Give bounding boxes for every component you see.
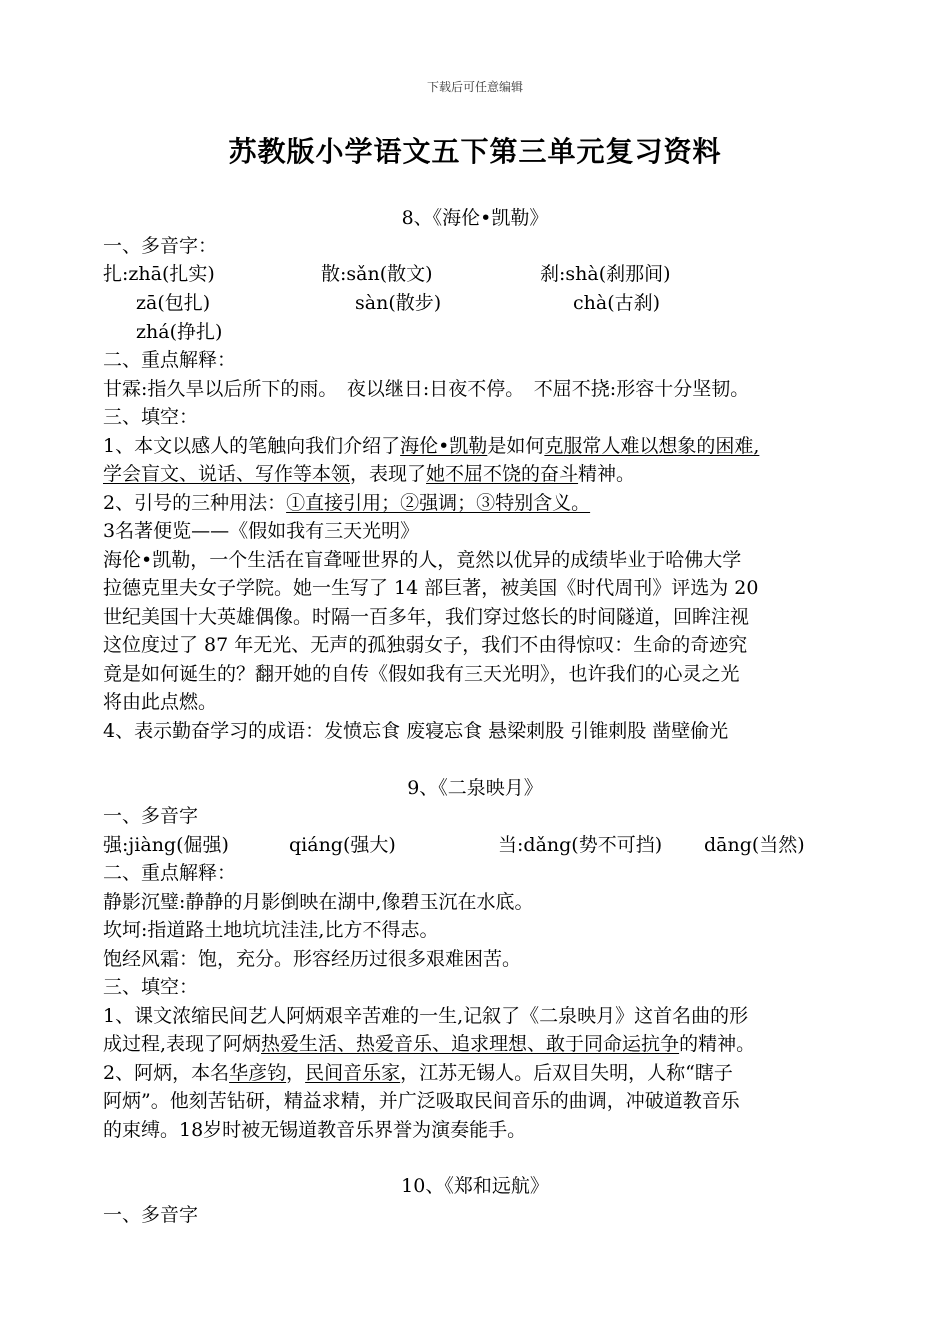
lesson-8-paragraph-line: 竟是如何诞生的？翻开她的自传《假如我有三天光明》，也许我们的心灵之光 bbox=[103, 663, 740, 685]
lesson-8-paragraph-line: 这位度过了 87 年无光、无声的孤独弱女子，我们不由得惊叹：生命的奇迹究 bbox=[103, 634, 748, 656]
lesson-9-section-2: 二、重点解释： bbox=[103, 862, 237, 884]
page-header: 下载后可任意编辑 bbox=[426, 80, 523, 94]
lesson-9-heading: 9、《二泉映月》 bbox=[407, 777, 543, 799]
lesson-9-fill-2-line-1: 2、阿炳，本名华彦钧，民间音乐家，江苏无锡人。后双目失明，人称“瞎子 bbox=[103, 1062, 733, 1084]
lesson-9-fill-1-line-2: 成过程,表现了阿炳热爱生活、热爱音乐、追求理想、敢于同命运抗争的精神。 bbox=[103, 1033, 756, 1055]
lesson-8-paragraph-line: 世纪美国十大英雄偶像。时隔一百多年，我们穿过悠长的时间隧道，回眸注视 bbox=[103, 606, 750, 628]
lesson-8-section-3: 三、填空： bbox=[103, 406, 199, 428]
lesson-9-fill-2-line-3: 的束缚。18岁时被无锡道教音乐界誉为演奏能手。 bbox=[103, 1119, 527, 1141]
lesson-8-fill-4: 4、表示勤奋学习的成语：发愤忘食 废寝忘食 悬梁刺股 引锥刺股 凿壁偷光 bbox=[103, 720, 729, 742]
lesson-9-explanation-3: 饱经风霜：饱，充分。形容经历过很多艰难困苦。 bbox=[103, 948, 522, 970]
lesson-8-fill-3: 3名著便览——《假如我有三天光明》 bbox=[103, 520, 420, 542]
lesson-9-section-1: 一、多音字 bbox=[103, 805, 199, 827]
lesson-10-section-1: 一、多音字 bbox=[103, 1204, 199, 1226]
lesson-9-fill-1-line-1: 1、课文浓缩民间艺人阿炳艰辛苦难的一生,记叙了《二泉映月》这首名曲的形 bbox=[103, 1005, 749, 1027]
document-page: 下载后可任意编辑 苏教版小学语文五下第三单元复习资料 8、《海伦•凯勒》 一、多音字： 扎:zhā(扎实) 散:sǎn(散文) 刹:shà(刹那间) zā(包扎) sàn(散步) chà(古刹) zhá(挣扎) 二、重点解释： 甘霖:指久旱以后所下的雨。 夜以继日:日夜不停。 不屈不挠:形容十分坚韧。 三、填空： 1、本文以感人的笔触向我们介绍了海伦•凯勒是如何克服常人难以想象的困难, 学会盲文、说话、写作等本领，表现了她不屈不饶的奋斗精神。 2、引号的三种用法：①直接引用；②强调；③特别含义。 3名著便览——《假如我有三天光明》 海伦•凯勒，一个生活在盲聋哑世界的人，竟然以优异的成绩毕业于哈佛大学 拉德克里夫女子学院。她一生写了 14 部巨著，被美国《时代周刊》评选为 20 世纪美国十大英雄偶像。时隔一百多年，我们穿过悠长的时间隧道，回眸注视 这位度过了 87 年无光、无声的孤独弱女子，我们不由得惊叹：生命的奇迹究 竟是如何诞生的？翻开她的自传《假如我有三天光明》，也许我们的心灵之光 将由此点燃。 4、表示勤奋学习的成语：发愤忘食 废寝忘食 悬梁刺股 引锥刺股 凿壁偷光 9、《二泉映月》 一、多音字 强:jiàng(倔强) qiáng(强大) 当:dǎng(势不可挡) dāng(当然) 二、重点解释： 静影沉璧:静静的月影倒映在湖中,像碧玉沉在水底。 坎坷:指道路土地坑坑洼洼,比方不得志。 饱经风霜：饱，充分。形容经历过很多艰难困苦。 三、填空： 1、课文浓缩民间艺人阿炳艰辛苦难的一生,记叙了《二泉映月》这首名曲的形 成过程,表现了阿炳热爱生活、热爱音乐、追求理想、敢于同命运抗争的精神。 2、阿炳，本名华彦钧，民间音乐家，江苏无锡人。后双目失明，人称“瞎子 阿炳”。他刻苦钻研，精益求精，并广泛吸取民间音乐的曲调，冲破道教音乐 的束缚。18岁时被无锡道教音乐界誉为演奏能手。 10、《郑和远航》 一、多音字 bbox=[0, 0, 950, 1342]
lesson-8-explanations: 甘霖:指久旱以后所下的雨。 夜以继日:日夜不停。 不屈不挠:形容十分坚韧。 bbox=[103, 378, 750, 400]
lesson-8-paragraph-line: 将由此点燃。 bbox=[103, 691, 218, 713]
lesson-8-fill-1-line-1: 1、本文以感人的笔触向我们介绍了海伦•凯勒是如何克服常人难以想象的困难, bbox=[103, 435, 760, 457]
lesson-9-explanation-1: 静影沉璧:静静的月影倒映在湖中,像碧玉沉在水底。 bbox=[103, 891, 534, 913]
lesson-8-heading: 8、《海伦•凯勒》 bbox=[401, 207, 549, 229]
page-title: 苏教版小学语文五下第三单元复习资料 bbox=[228, 135, 722, 168]
lesson-8-paragraph-line: 海伦•凯勒，一个生活在盲聋哑世界的人，竟然以优异的成绩毕业于哈佛大学 bbox=[103, 549, 742, 571]
lesson-8-fill-1-line-2: 学会盲文、说话、写作等本领，表现了她不屈不饶的奋斗精神。 bbox=[103, 463, 636, 485]
lesson-8-section-2: 二、重点解释： bbox=[103, 349, 237, 371]
lesson-8-fill-2: 2、引号的三种用法：①直接引用；②强调；③特别含义。 bbox=[103, 492, 591, 514]
lesson-9-section-3: 三、填空： bbox=[103, 976, 199, 998]
lesson-9-fill-2-line-2: 阿炳”。他刻苦钻研，精益求精，并广泛吸取民间音乐的曲调，冲破道教音乐 bbox=[103, 1090, 740, 1112]
lesson-10-heading: 10、《郑和远航》 bbox=[401, 1175, 549, 1197]
lesson-8-section-1: 一、多音字： bbox=[103, 235, 218, 257]
lesson-9-explanation-2: 坎坷:指道路土地坑坑洼洼,比方不得志。 bbox=[103, 919, 439, 941]
lesson-8-paragraph-line: 拉德克里夫女子学院。她一生写了 14 部巨著，被美国《时代周刊》评选为 20 bbox=[103, 577, 759, 599]
